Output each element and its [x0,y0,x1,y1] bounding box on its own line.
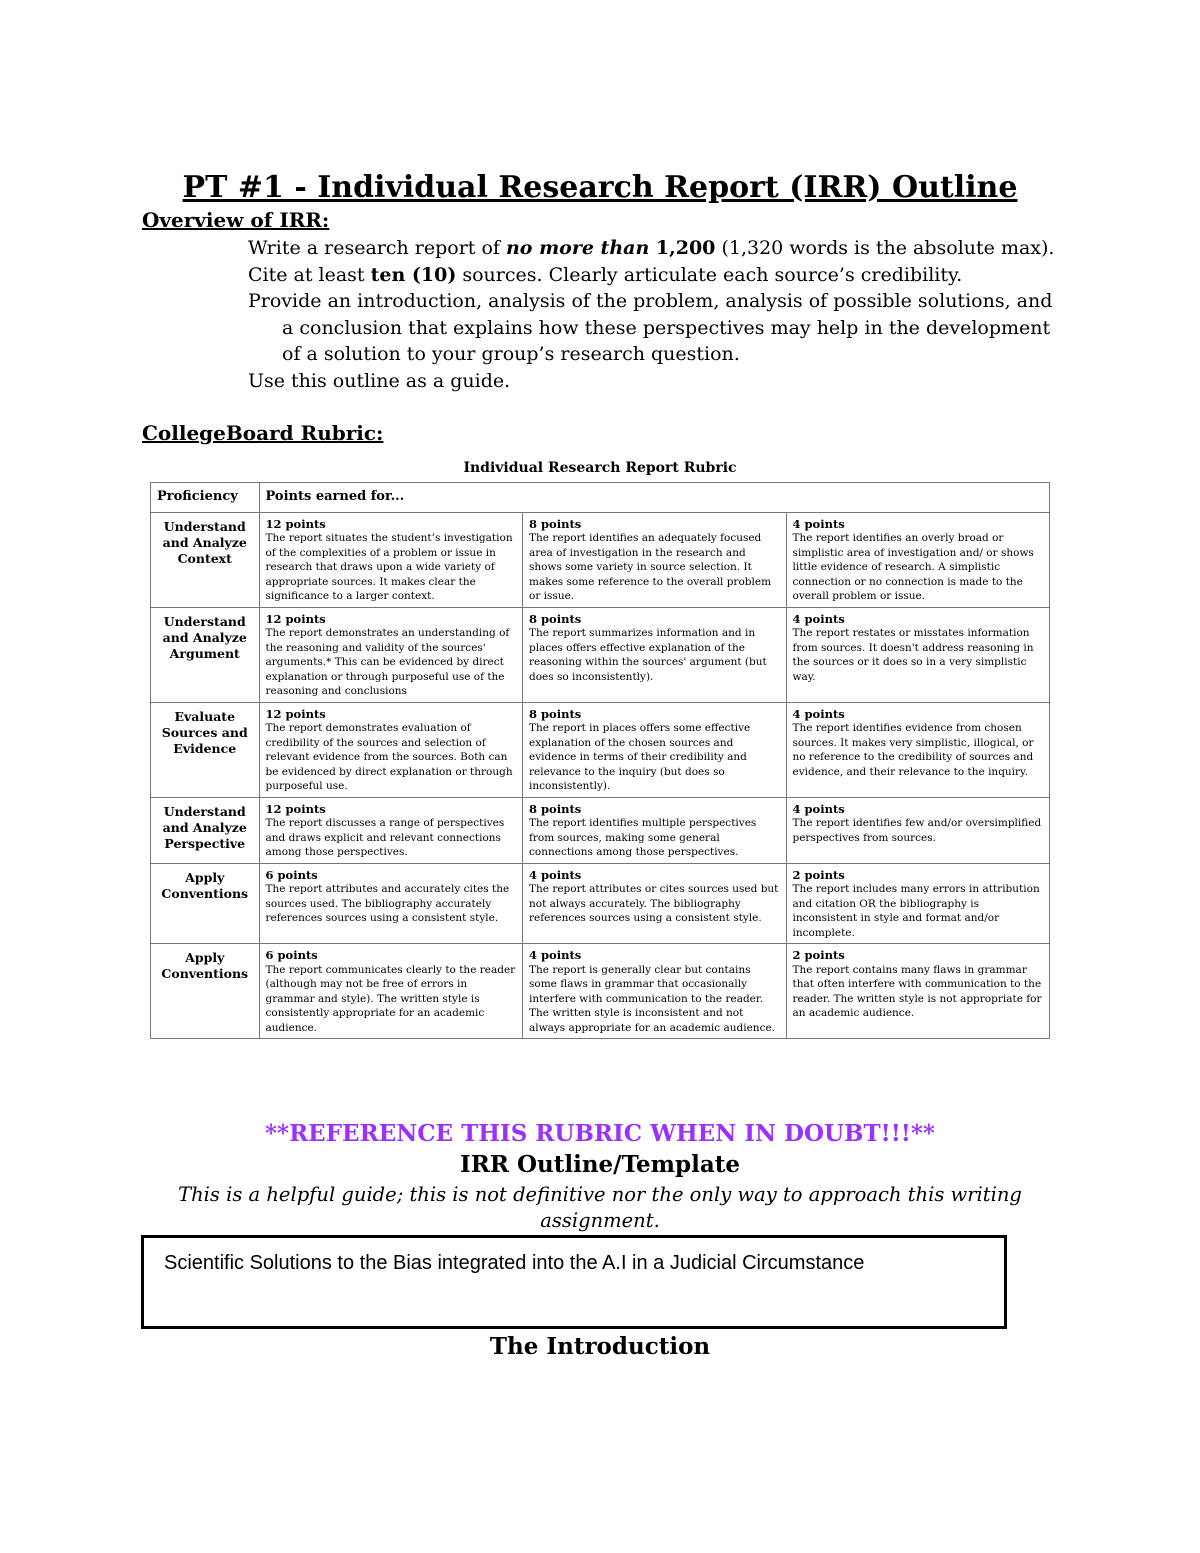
rubric-row-conventions-citation [151,863,1050,944]
rubric-cell: 2 points The report includes many errors in attribution and citation OR the bibliography is inconsistent in style and format and/or incomplete. [786,863,1050,944]
proficiency-label: Evaluate Sources and Evidence [151,702,260,797]
rubric-cell: 8 points The report identifies multiple perspectives from sources, making some general connections among those perspectives. [523,797,787,863]
rubric-table [150,482,1050,1039]
rubric-cell: 8 points The report summarizes information and in places offers effective explanation of the reasoning within the sources' argument (but does so inconsistently). [523,607,787,702]
rubric-cell: 12 points The report demonstrates evaluation of credibility of the sources and selection of relevant evidence from the sources. Both can be evidenced by direct explanation or through purposeful use. [259,702,523,797]
page-title: PT #1 - Individual Research Report (IRR) Outline [182,170,1018,205]
proficiency-label: Apply Conventions [151,863,260,944]
overview-list [248,235,1068,394]
rubric-cell: 12 points The report demonstrates an understanding of the reasoning and validity of the sources' arguments.* This can be evidenced by direct explanation or through purposeful use of the reasoning and conclusions [259,607,523,702]
overview-item-sources: Cite at least ten (10) sources. Clearly articulate each source’s credibility. [248,263,963,286]
rubric-heading: CollegeBoard Rubric: [142,421,384,445]
rubric-row-argument [151,607,1050,702]
header-points: Points earned for... [259,483,1050,513]
rubric-row-sources [151,702,1050,797]
guide-note: This is a helpful guide; this is not definitive nor the only way to approach this writing assignment. [178,1183,1022,1232]
rubric-cell: 4 points The report identifies evidence from chosen sources. It makes very simplistic, illogical, or no reference to the credibility of sources and evidence, and their relevance to the inquiry. [786,702,1050,797]
topic-text[interactable]: Scientific Solutions to the Bias integrated into the A.I in a Judicial Circumstance [164,1252,865,1274]
rubric-cell: 12 points The report situates the student’s investigation of the complexities of a problem or issue in research that draws upon a wide variety of appropriate sources. It makes clear the significance to a larger context. [259,512,523,607]
rubric-cell: 12 points The report discusses a range of perspectives and draws explicit and relevant connections among those perspectives. [259,797,523,863]
rubric-row-perspective [151,797,1050,863]
rubric-cell: 4 points The report identifies few and/or oversimplified perspectives from sources. [786,797,1050,863]
proficiency-label: Understand and Analyze Argument [151,607,260,702]
topic-box[interactable] [141,1235,1007,1329]
rubric-cell: 4 points The report is generally clear but contains some flaws in grammar that occasionally interfere with communication to the reader. The written style is inconsistent and not always appropriate for an academic audience. [523,944,787,1039]
overview-item-word-limit: Write a research report of no more than 1,200 (1,320 words is the absolute max). [248,237,1055,259]
rubric-cell: 4 points The report identifies an overly broad or simplistic area of investigation and/ or shows little evidence of research. A simplistic connection or no connection is made to the overall problem or issue. [786,512,1050,607]
overview-heading: Overview of IRR: [142,208,330,232]
outline-title: IRR Outline/Template [459,1151,741,1178]
rubric-row-conventions-grammar [151,944,1050,1039]
rubric-cell: 8 points The report in places offers some effective explanation of the chosen sources and evidence in terms of their credibility and relevance to the inquiry (but does so inconsistently). [523,702,787,797]
overview-item-guide: Use this outline as a guide. [248,369,511,392]
rubric-cell: 8 points The report identifies an adequately focused area of investigation in the research and shows some variety in source selection. It makes some reference to the overall problem or issue. [523,512,787,607]
rubric-cell: 6 points The report attributes and accurately cites the sources used. The bibliography accurately references sources using a consistent style. [259,863,523,944]
rubric-cell: 2 points The report contains many flaws in grammar that often interfere with communication to the reader. The written style is not appropriate for an academic audience. [786,944,1050,1039]
rubric-header-row [151,483,1050,513]
rubric-cell: 6 points The report communicates clearly to the reader (although may not be free of errors in grammar and style). The written style is consistently appropriate for an academic audience. [259,944,523,1039]
proficiency-label: Understand and Analyze Perspective [151,797,260,863]
header-proficiency: Proficiency [151,483,260,513]
overview-item-structure: Provide an introduction, analysis of the problem, analysis of possible solutions, and a conclusion that explains how these perspectives may help in the development of a solution to your group’s research question. [248,290,1053,365]
rubric-table-title: Individual Research Report Rubric [463,460,737,476]
rubric-cell: 4 points The report restates or misstates information from sources. It doesn't address reasoning in the sources or it does so in a very simplistic way. [786,607,1050,702]
rubric-row-context [151,512,1050,607]
introduction-heading: The Introduction [489,1333,711,1360]
proficiency-label: Apply Conventions [151,944,260,1039]
proficiency-label: Understand and Analyze Context [151,512,260,607]
rubric-cell: 4 points The report attributes or cites sources used but not always accurately. The bibliography references sources using a consistent style. [523,863,787,944]
reference-note: **REFERENCE THIS RUBRIC WHEN IN DOUBT!!!** [265,1120,935,1147]
